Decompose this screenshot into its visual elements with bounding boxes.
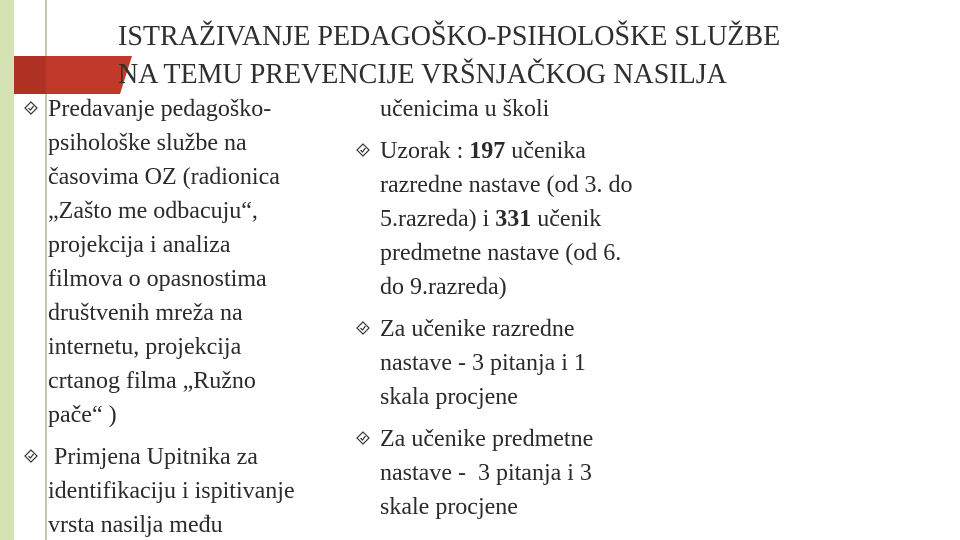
left-bullet-1-line: psihološke službe na bbox=[48, 130, 247, 156]
title-line-2: NA TEMU PREVENCIJE VRŠNJAČKOG NASILJA bbox=[118, 59, 727, 90]
diamond-bullet-icon bbox=[356, 143, 370, 157]
left-bullet-1-line: društvenih mreža na bbox=[48, 300, 243, 326]
title-red-tab-left bbox=[14, 56, 46, 94]
sample-count-lower: 197 bbox=[469, 138, 506, 164]
title-line-1: ISTRAŽIVANJE PEDAGOŠKO-PSIHOLOŠKE SLUŽBE bbox=[118, 21, 781, 52]
sample-prefix: Uzorak : bbox=[380, 138, 470, 164]
sample-line-3-pre: 5.razreda) i bbox=[380, 206, 496, 232]
upper-grades-line: skale procjene bbox=[380, 494, 518, 520]
left-column bbox=[24, 92, 344, 540]
right-column bbox=[356, 92, 656, 524]
right-bullet-sample bbox=[356, 134, 656, 304]
sample-line-1 bbox=[380, 134, 656, 168]
lower-grades-line: Za učenike razredne bbox=[380, 316, 575, 342]
left-bullet-1-line: projekcija i analiza bbox=[48, 232, 231, 258]
diamond-bullet-icon bbox=[24, 449, 38, 463]
diamond-bullet-icon bbox=[356, 431, 370, 445]
diamond-bullet-icon bbox=[356, 321, 370, 335]
lower-grades-line: nastave - 3 pitanja i 1 bbox=[380, 350, 586, 376]
left-bullet-1-line: filmova o opasnostima bbox=[48, 266, 267, 292]
left-bullet-2 bbox=[24, 440, 344, 540]
left-bullet-1-line: pače“ ) bbox=[48, 402, 117, 428]
left-bullet-2-line: vrsta nasilja među bbox=[48, 512, 223, 538]
left-bullet-1-line: crtanog filma „Ružno bbox=[48, 368, 256, 394]
left-bullet-2-line: identifikaciju i ispitivanje bbox=[48, 478, 295, 504]
sample-line-4: predmetne nastave (od 6. bbox=[380, 240, 622, 266]
lower-grades-line: skala procjene bbox=[380, 384, 518, 410]
sample-line-3-post: učenik bbox=[531, 206, 602, 232]
diamond-bullet-icon bbox=[24, 101, 38, 115]
sample-line-2: razredne nastave (od 3. do bbox=[380, 172, 633, 198]
left-bullet-1-line: internetu, projekcija bbox=[48, 334, 242, 360]
sample-count-upper: 331 bbox=[495, 206, 532, 232]
upper-grades-line: Za učenike predmetne bbox=[380, 426, 594, 452]
sample-line-5: do 9.razreda) bbox=[380, 274, 507, 300]
left-green-bar bbox=[0, 0, 14, 540]
upper-grades-line: nastave - 3 pitanja i 3 bbox=[380, 460, 592, 486]
left-bullet-2-line: Primjena Upitnika za bbox=[48, 444, 258, 470]
left-bullet-1 bbox=[24, 92, 344, 432]
right-continuation-line: učenicima u školi bbox=[380, 96, 550, 122]
sample-after: učenika bbox=[505, 138, 586, 164]
left-bullet-1-line: časovima OZ (radionica bbox=[48, 164, 280, 190]
right-bullet-lower-grades bbox=[356, 312, 656, 414]
sample-line-3 bbox=[380, 202, 656, 236]
slide-title bbox=[118, 18, 948, 94]
left-bullet-1-line: „Zašto me odbacuju“, bbox=[48, 198, 258, 224]
right-bullet-upper-grades bbox=[356, 422, 656, 524]
left-bullet-1-line: Predavanje pedagoško- bbox=[48, 96, 272, 122]
